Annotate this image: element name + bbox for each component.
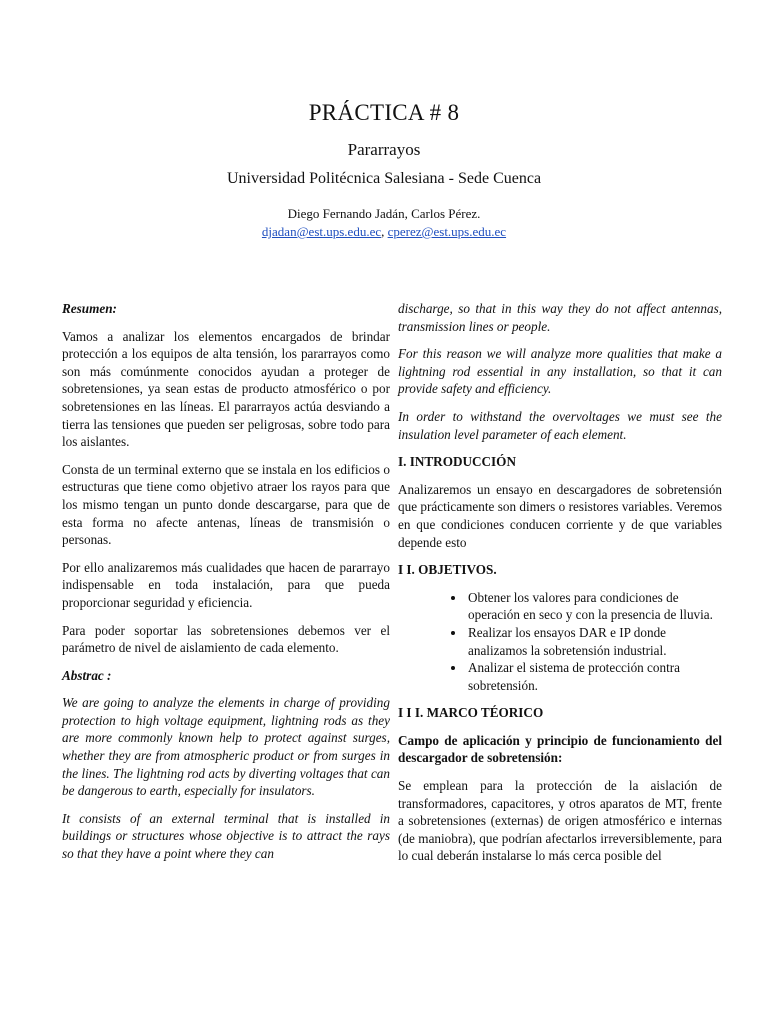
objetivos-heading: I I. OBJETIVOS. bbox=[398, 562, 497, 578]
subtitle: Pararrayos bbox=[347, 140, 421, 159]
list-item: • Realizar los ensayos DAR e IP donde analizamos la sobretensión industrial. bbox=[466, 624, 722, 659]
marco-subheading: Campo de aplicación y principio de funcionamiento del descargador de sobretensión: bbox=[398, 732, 722, 766]
right-column bbox=[398, 300, 722, 875]
resumen-paragraph-1: Vamos a analizar los elementos encargados de brindar protección a los equipos de alta tensión, los pararrayos como son más comúnmente conocidos ayudan a proteger de sobretensiones, ya sean estas de producto atmosférico o por sobretensiones en las líneas. El pararrayos actúa desviando a tierra las tensiones que pueden ser peligrosas, sobre todo para los aislantes. bbox=[62, 328, 390, 450]
page-title: PRÁCTICA # 8 bbox=[308, 100, 460, 125]
left-column bbox=[62, 300, 390, 873]
paper-header bbox=[0, 100, 768, 240]
abstract-paragraph-4: In order to withstand the overvoltages we must see the insulation level parameter of each element. bbox=[398, 408, 722, 442]
email-link-2[interactable]: cperez@est.ups.edu.ec bbox=[387, 224, 507, 239]
abstract-paragraph-2: It consists of an external terminal that is installed in buildings or structures whose objective is to attract the rays so that they have a point where they can bbox=[62, 810, 390, 862]
introduccion-heading: I. INTRODUCCIÓN bbox=[398, 454, 516, 470]
resumen-heading: Resumen: bbox=[62, 301, 117, 316]
resumen-paragraph-2: Consta de un terminal externo que se instala en los edificios o estructuras que tiene como objetivo atraer los rayos para que los mismo tengan un punto donde descargarse, para que de esta forma no afecte antenas, líneas de transmisión o personas. bbox=[62, 461, 390, 548]
authors: Diego Fernando Jadán, Carlos Pérez. bbox=[287, 206, 481, 221]
list-item: • Obtener los valores para condiciones de operación en seco y con la presencia de lluvia. bbox=[466, 589, 722, 624]
abstract-paragraph-2-continued: discharge, so that in this way they do not affect antennas, transmission lines or people. bbox=[398, 301, 722, 334]
abstract-heading: Abstrac : bbox=[62, 667, 112, 683]
marco-paragraph: Se emplean para la protección de la aislación de transformadores, capacitores, y otros aparatos de MT, frente a sobretensiones (externas) de origen atmosférico e internas (de maniobra), que podrían afectarlos irreversiblemente, para lo cual deberán instalarse lo más cerca posible del bbox=[398, 778, 722, 864]
email-link-1[interactable]: djadan@est.ups.edu.ec bbox=[261, 224, 382, 239]
author-emails bbox=[0, 224, 768, 240]
marco-teorico-heading: I I I. MARCO TÉORICO bbox=[398, 705, 544, 721]
resumen-paragraph-3: Por ello analizaremos más cualidades que hacen de pararrayo indispensable en toda instalación, para que pueda proporcionar seguridad y eficiencia. bbox=[62, 559, 390, 610]
university-name: Universidad Politécnica Salesiana - Sede Cuenca bbox=[226, 170, 542, 187]
email-separator: , bbox=[381, 224, 385, 239]
abstract-paragraph-3: For this reason we will analyze more qualities that make a lightning rod essential in any installation, so that it can provide safety and efficiency. bbox=[398, 346, 722, 397]
abstract-paragraph-1: We are going to analyze the elements in charge of providing protection to high voltage equipment, lightning rods as they are more commonly known help to protect against surges, whether they are from atmospheric product or from surges in the lines. The lightning rod acts by diverting voltages that can be dangerous to earth, especially for insulators. bbox=[62, 695, 390, 799]
list-item: • Analizar el sistema de protección contra sobretensión. bbox=[466, 659, 722, 694]
introduccion-paragraph: Analizaremos un ensayo en descargadores de sobretensión que prácticamente son dimers o resistores variables. Veremos en que condiciones conducen corriente y de que variables depende esto bbox=[398, 481, 722, 550]
resumen-paragraph-4: Para poder soportar las sobretensiones debemos ver el parámetro de nivel de aislamiento de cada elemento. bbox=[62, 622, 390, 656]
objetivos-list bbox=[398, 589, 722, 695]
